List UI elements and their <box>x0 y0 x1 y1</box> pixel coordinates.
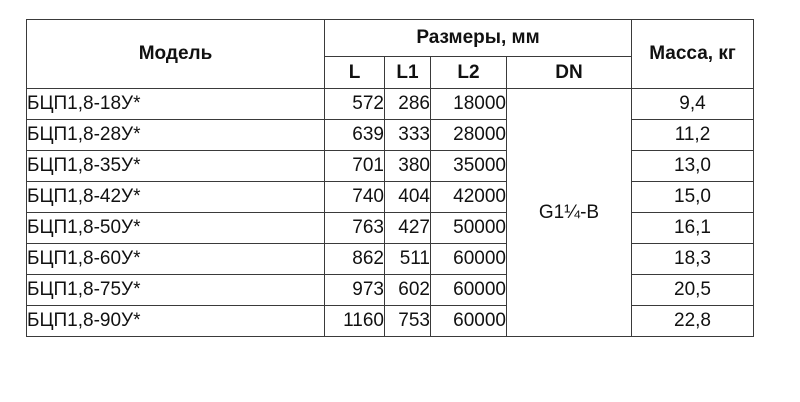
table-row <box>27 151 754 182</box>
cell-l1: 602 <box>385 275 431 306</box>
cell-l1: 511 <box>385 244 431 275</box>
cell-l: 862 <box>325 244 385 275</box>
cell-l1: 333 <box>385 120 431 151</box>
cell-l2: 18000 <box>431 89 507 120</box>
cell-model: БЦП1,8-90У* <box>27 306 325 337</box>
header-l: L <box>325 57 385 89</box>
cell-l2: 60000 <box>431 306 507 337</box>
cell-model: БЦП1,8-18У* <box>27 89 325 120</box>
cell-model: БЦП1,8-60У* <box>27 244 325 275</box>
cell-l2: 60000 <box>431 275 507 306</box>
table-row <box>27 89 754 120</box>
cell-mass: 18,3 <box>632 244 754 275</box>
cell-l2: 35000 <box>431 151 507 182</box>
cell-mass: 22,8 <box>632 306 754 337</box>
cell-mass: 20,5 <box>632 275 754 306</box>
cell-model: БЦП1,8-35У* <box>27 151 325 182</box>
cell-l: 740 <box>325 182 385 213</box>
cell-l: 763 <box>325 213 385 244</box>
cell-model: БЦП1,8-28У* <box>27 120 325 151</box>
cell-l: 572 <box>325 89 385 120</box>
header-l1: L1 <box>385 57 431 89</box>
cell-l: 639 <box>325 120 385 151</box>
header-model: Модель <box>27 20 325 89</box>
cell-l1: 380 <box>385 151 431 182</box>
cell-l2: 42000 <box>431 182 507 213</box>
specification-table <box>26 19 754 337</box>
cell-l1: 753 <box>385 306 431 337</box>
cell-dn: G1¼-B <box>507 89 632 337</box>
cell-l1: 427 <box>385 213 431 244</box>
header-dimensions: Размеры, мм <box>325 20 632 57</box>
table-row <box>27 275 754 306</box>
cell-l: 973 <box>325 275 385 306</box>
header-l2: L2 <box>431 57 507 89</box>
table-row <box>27 306 754 337</box>
cell-model: БЦП1,8-42У* <box>27 182 325 213</box>
cell-l1: 404 <box>385 182 431 213</box>
header-mass: Масса, кг <box>632 20 754 89</box>
cell-mass: 15,0 <box>632 182 754 213</box>
cell-mass: 11,2 <box>632 120 754 151</box>
cell-l: 701 <box>325 151 385 182</box>
cell-l2: 28000 <box>431 120 507 151</box>
cell-l2: 50000 <box>431 213 507 244</box>
cell-l1: 286 <box>385 89 431 120</box>
cell-mass: 16,1 <box>632 213 754 244</box>
cell-mass: 9,4 <box>632 89 754 120</box>
table-row <box>27 182 754 213</box>
cell-mass: 13,0 <box>632 151 754 182</box>
header-dn: DN <box>507 57 632 89</box>
cell-model: БЦП1,8-50У* <box>27 213 325 244</box>
table-row <box>27 213 754 244</box>
cell-model: БЦП1,8-75У* <box>27 275 325 306</box>
cell-l: 1160 <box>325 306 385 337</box>
cell-l2: 60000 <box>431 244 507 275</box>
table-row <box>27 120 754 151</box>
table-row <box>27 244 754 275</box>
